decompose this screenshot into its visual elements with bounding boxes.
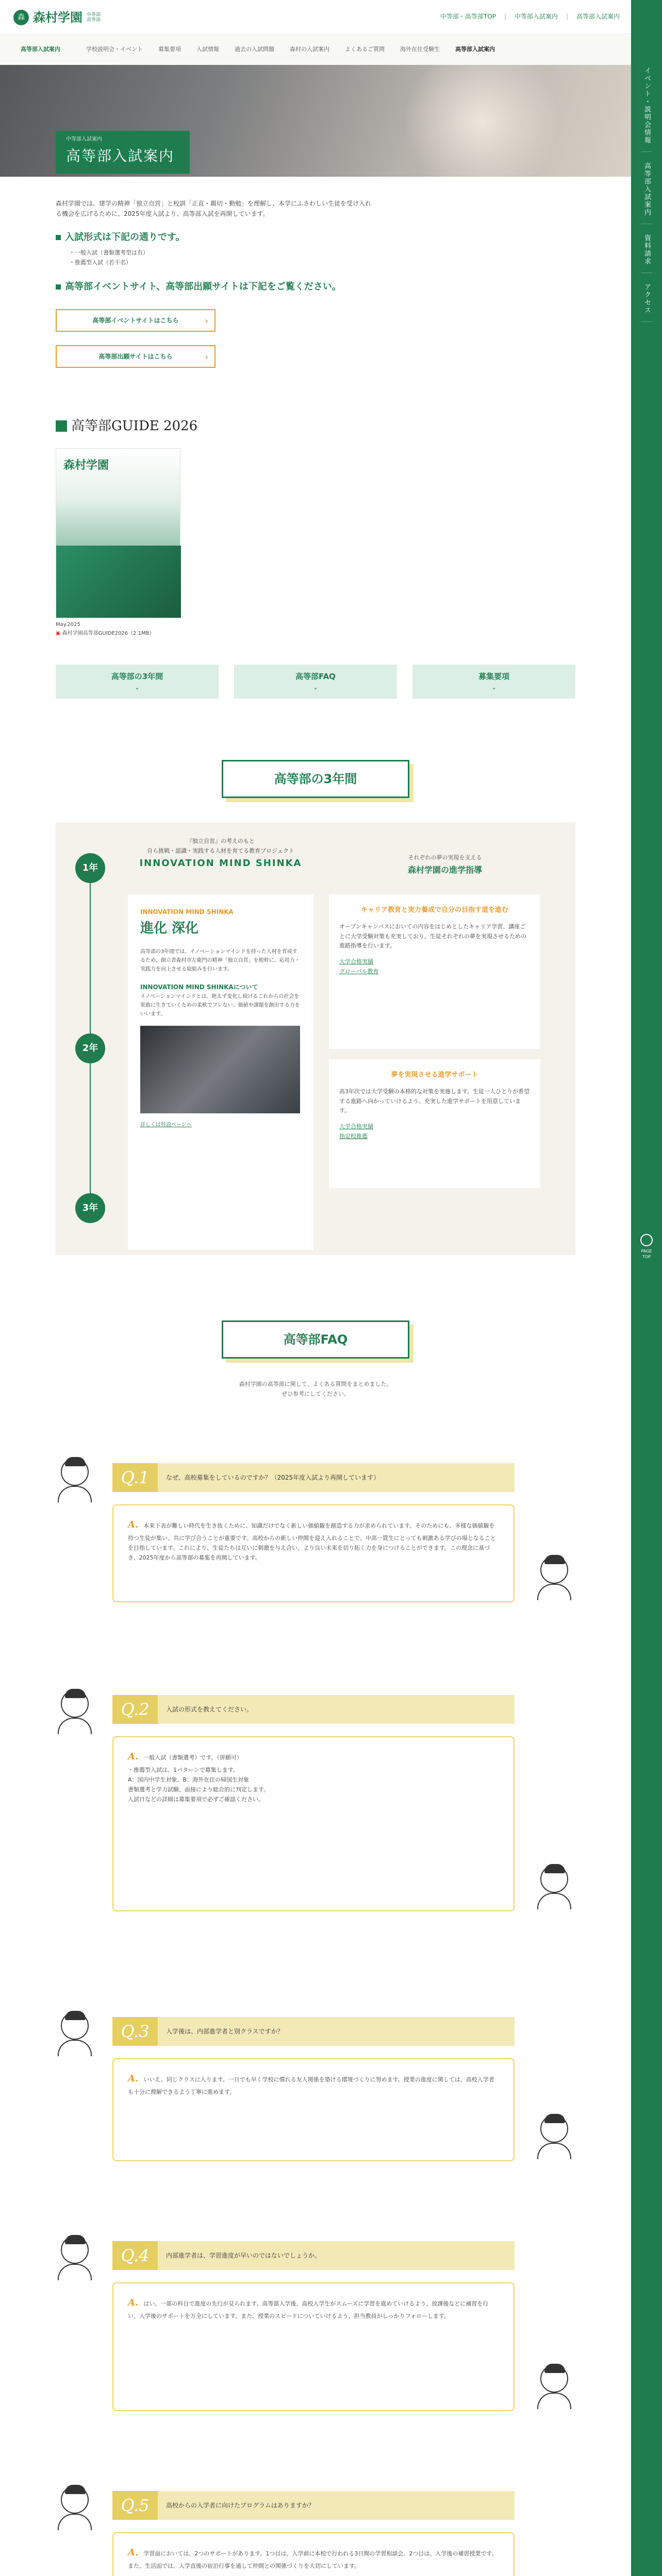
faq-item (56, 2241, 575, 2437)
faq-answer: A. いいえ。同じクラスに入ります。一日でも早く学校に慣れる友人関係を築ける環境づくりに努めます。授業の進度に関しては、高校入学者も十分に理解できるよう丁寧に進めます。 (112, 2058, 515, 2161)
question-number: Q.2 (112, 1695, 158, 1724)
sub-navigation (0, 34, 631, 65)
faq-item (56, 1695, 575, 1937)
guide-link[interactable]: 森村学園高等部GUIDE2026（2.1MB） (62, 631, 155, 636)
student-avatar-icon (56, 2236, 94, 2282)
answer-text: はい。一部の科目で進度の先行が見られます。高等部入学後、高校入学生がスムーズに学習を進めていけるよう、放課後などに補習を行い、入学後のサポートを万全にしています。また、授業のスピードについていけるよう、担当教員がしっかりフォローします。 (128, 2300, 489, 2319)
chevron-down-icon: ⌄ (135, 684, 140, 691)
side-nav-item[interactable]: イベント・説明会情報 (641, 67, 652, 152)
subnav-item[interactable]: 高等部入試案内 (455, 45, 495, 53)
chevron-down-icon: ⌄ (491, 684, 496, 691)
page-title: 中等部入試案内 高等部入試案内 (56, 131, 190, 174)
year-3-badge: 3年 (75, 1193, 105, 1223)
faq-question (112, 2017, 515, 2046)
student-avatar-icon (56, 1690, 94, 1736)
faq-question (112, 2491, 515, 2520)
faq-item (56, 1463, 575, 1628)
header: 森 森村学園 中等部 高等部 中等部・高等部TOP | 中等部入試案内 | 高等部入試案内 (0, 0, 631, 34)
event-site-button[interactable]: 高等部イベントサイトはこちら › (56, 309, 216, 332)
subnav-item[interactable]: 学校説明会・イベント (86, 45, 143, 53)
faq-question (112, 1463, 515, 1492)
page-top-button[interactable]: PAGE TOP (637, 1234, 656, 1260)
question-text: なぜ、高校募集をしているのですか？（2025年度入試より再開しています） (166, 1473, 380, 1481)
teacher-avatar-icon (535, 2365, 573, 2411)
anchor-tab[interactable] (412, 665, 575, 699)
intro: 森村学園では、建学の精神「独立自営」と校訓「正直・親切・勤勉」を理解し、本学にふさわしい生徒を受け入れる機会を広げるために、2025年度入試より、高等部入試を再開しています。 入試形式は下記の通りです。 ・一般入試（書類選考型は有） ・推薦型入試（若干名） 高等部イベントサイト、高等部出願サイトは下記をご覧ください。 高等部イベントサイトはこちら › 高等部出願サイトはこちら › (56, 198, 575, 368)
support-link-1[interactable]: 大学合格実績 (339, 1123, 373, 1130)
side-nav (631, 0, 662, 2576)
year-1-badge: 1年 (75, 853, 105, 883)
anchor-tab-label: 募集要項 (478, 671, 509, 681)
subnav-item[interactable]: 募集要項 (158, 45, 181, 53)
question-number: Q.5 (112, 2491, 158, 2520)
side-nav-item[interactable]: アクセス (641, 283, 652, 322)
subnav-item[interactable]: 過去の入試問題 (235, 45, 274, 53)
faq-answer: A. 本来下表が難しい時代を生き抜くために、知識だけでなく新しい価値観を創造する力が求められています。そのためにも、多様な価値観を持つ生徒が集い、共に学び合うことが重要です。高校からの新しい仲間を迎え入れることで、中高一貫生にとっても刺激ある学びの場となることを目指しています。これにより、生徒たちは互いに刺激を与え合い、より良い未来を切り拓く力を身につけることができます。この理念に基づき、2025年度から高等部の募集を再開しています。 (112, 1504, 515, 1602)
question-number: Q.3 (112, 2017, 158, 2046)
subnav-item[interactable]: よくあるご質問 (345, 45, 385, 53)
subnav-lead: 高等部入試案内 (21, 45, 60, 53)
anchor-tab[interactable] (56, 665, 219, 699)
side-nav-item[interactable]: 資料請求 (641, 234, 652, 273)
special-page-link[interactable]: 詳しくは特設ページへ (140, 1122, 192, 1128)
guide-title: 高等部GUIDE 2026 (56, 415, 575, 437)
innovation-card: INNOVATION MIND SHINKA 進化 深化 高等部の3年間では、イノベーションマインドを持った人材を育成するため、創立者森村市左衛門の精神「独立自営」を根幹に、応用力・実践力を向上させる取組みを行います。 INNOVATION MIND SHINKAについて イノベーションマインドとは、絶えず変化し続けるこれからの社会を果敢に生きていくための柔軟でブレない、価値や課題を創出する力をいいます。 詳しくは特設ページへ (128, 894, 313, 1250)
student-avatar-icon (56, 2486, 94, 2532)
support-link-2[interactable]: 指定校推薦 (339, 1132, 368, 1140)
teacher-avatar-icon (535, 1865, 573, 1911)
support-card: 夢を実現させる進学サポート 高3年次では大学受験の本格的な対策を実施します。生徒一人ひとりが希望する進路へ向かっていけるよう、充実した進学サポートを用意しています。 大学合格実績 指定校推薦 (329, 1059, 540, 1188)
career-link-1[interactable]: 大学合格実績 (339, 958, 373, 965)
subnav-item[interactable]: 海外在住受験生 (400, 45, 440, 53)
guide-cover[interactable]: 森村学園 (56, 448, 180, 618)
side-nav-item[interactable]: 高等部入試案内 (641, 162, 652, 224)
student-avatar-icon (56, 2012, 94, 2058)
career-link-2[interactable]: グローバル教育 (339, 968, 379, 975)
school-crest-icon: 森 (13, 10, 29, 25)
anchor-tab-label: 高等部FAQ (295, 671, 336, 681)
question-text: 内部進学者は、学習進度が早いのではないでしょうか。 (166, 2251, 321, 2259)
question-number: Q.1 (112, 1463, 158, 1492)
question-number: Q.4 (112, 2241, 158, 2270)
apply-site-button[interactable]: 高等部出願サイトはこちら › (56, 345, 216, 368)
faq-answer: A. 学習面においては、2つのサポートがあります。1つ目は、入学前に本校で行われる3日間の学習相談会。2つ目は、入学後の補習授業です。また、生活面では、入学直後の宿泊行事を通して仲間との関係づくりを大切にしています。 (112, 2532, 515, 2576)
hero-banner (0, 65, 631, 177)
question-text: 入学後は、内部進学者と別クラスですか？ (166, 2027, 284, 2035)
toplink-top[interactable]: 中等部・高等部TOP (440, 13, 496, 20)
subnav-item[interactable]: 入試情報 (196, 45, 219, 53)
faq-answer: A. はい。一部の科目で進度の先行が見られます。高等部入学後、高校入学生がスムーズに学習を進めていけるよう、放課後などに補習を行い、入学後のサポートを万全にしています。また、授業のスピードについていけるよう、担当教員がしっかりフォローします。 (112, 2282, 515, 2411)
three-years-section: 1年 2年 3年 『独立自営』の考えのもと 自ら挑戦・認識・実践する人材を育てる教育プロジェクト INNOVATION MIND SHINKA INNOVATION MIND SHINKA 進化 深化 高等部の3年間では、イノベーションマインドを持った人材を育成するため、創立者森村市左衛門の精神「独立自営」を根幹に、応用力・実践力を向上させる取組みを行います。 INNOVATION MIND SHINKAについて イノベーションマインドとは、絶えず変化し続けるこれからの社会を果敢に生きていくための柔軟でブレない、価値や課題を創出する力をいいます。 詳しくは特設ページへ それぞれの夢の実現を支える 森村学園の進学指導 キャリア教育と実力養成で自分の目指す道を進む オープンキャンパスにおいての内容をはじめとしたキャリア学習、講座ごとに大学受験対策も充実しており、生徒それぞれの夢を実現させるための進路指導を行います。 大学合格実績 グローバル教育 夢を実現させる進学サポート 高3年次では大学受験の本格的な対策を実施します。生徒一人ひとりが希望する進路へ向かっていけるよう、充実した進学サポートを用意しています。 大学合格実績 指定校推薦 (56, 822, 575, 1255)
question-text: 入試の形式を教えてください。 (166, 1705, 253, 1713)
faq-question (112, 2241, 515, 2270)
year-2-badge: 2年 (75, 1033, 105, 1063)
anchor-tab[interactable] (234, 665, 397, 699)
faq-item (56, 2491, 575, 2576)
toplink-senior[interactable]: 高等部入試案内 (576, 13, 620, 20)
career-card: キャリア教育と実力養成で自分の目指す道を進む オープンキャンパスにおいての内容をはじめとしたキャリア学習、講座ごとに大学受験対策も充実しており、生徒それぞれの夢を実現させるための進路指導を行います。 大学合格実績 グローバル教育 (329, 894, 540, 1049)
pdf-icon: ▣ (56, 631, 61, 636)
teacher-avatar-icon (535, 2115, 573, 2161)
answer-text: 本来下表が難しい時代を生き抜くために、知識だけでなく新しい価値観を創造する力が求められています。そのためにも、多様な価値観を持つ生徒が集い、共に学び合うことが重要です。高校からの新しい仲間を迎え入れることで、中高一貫生にとっても刺激ある学びの場となることを目指しています。これにより、生徒たちは互いに刺激を与え合い、より良い未来を切り拓く力を身につけることができます。この理念に基づき、2025年度から高等部の募集を再開しています。 (128, 1522, 496, 1561)
chevron-down-icon: ⌄ (313, 684, 318, 691)
student-avatar-icon (56, 1458, 94, 1504)
faq-heading: 高等部FAQ (222, 1320, 409, 1359)
students-photo (140, 1026, 300, 1113)
answer-text: 学習面においては、2つのサポートがあります。1つ目は、入学前に本校で行われる3日間の学習相談会。2つ目は、入学後の補習授業です。また、生活面では、入学直後の宿泊行事を通して仲間との関係づくりを大切にしています。 (128, 2550, 498, 2569)
answer-text: 一般入試（書類選考）です。（併願可） ・推薦型入試は、1パターンで募集します。 A：国内中学生対象、B：海外在住の帰国生対象 書類選考と学力試験、面接により総合的に判定します。 入試日などの詳細は募集要項で必ずご確認ください。 (128, 1754, 270, 1803)
three-years-heading: 高等部の3年間 (222, 760, 409, 798)
answer-text: いいえ。同じクラスに入ります。一日でも早く学校に慣れる友人関係を築ける環境づくりに努めます。授業の進度に関しては、高校入学者も十分に理解できるよう丁寧に進めます。 (128, 2076, 494, 2095)
faq-question (112, 1695, 515, 1724)
faq-item (56, 2017, 575, 2187)
toplink-junior[interactable]: 中等部入試案内 (514, 13, 558, 20)
logo[interactable]: 森 森村学園 中等部 高等部 (13, 7, 101, 28)
question-text: 高校からの入学者に向けたプログラムはありますか？ (166, 2501, 315, 2509)
teacher-avatar-icon (535, 1556, 573, 1602)
anchor-tab-label: 高等部の3年間 (111, 671, 163, 681)
faq-answer: A. 一般入試（書類選考）です。（併願可） ・推薦型入試は、1パターンで募集します。 A：国内中学生対象、B：海外在住の帰国生対象 書類選考と学力試験、面接により総合的に判定します。 入試日などの詳細は募集要項で必ずご確認ください。 (112, 1736, 515, 1911)
subnav-item[interactable]: 森村の入試案内 (290, 45, 329, 53)
faq-lead: 森村学園の高等部に関して、よくある質問をまとめました。 ぜひ参考にしてください。 (239, 1381, 392, 1397)
